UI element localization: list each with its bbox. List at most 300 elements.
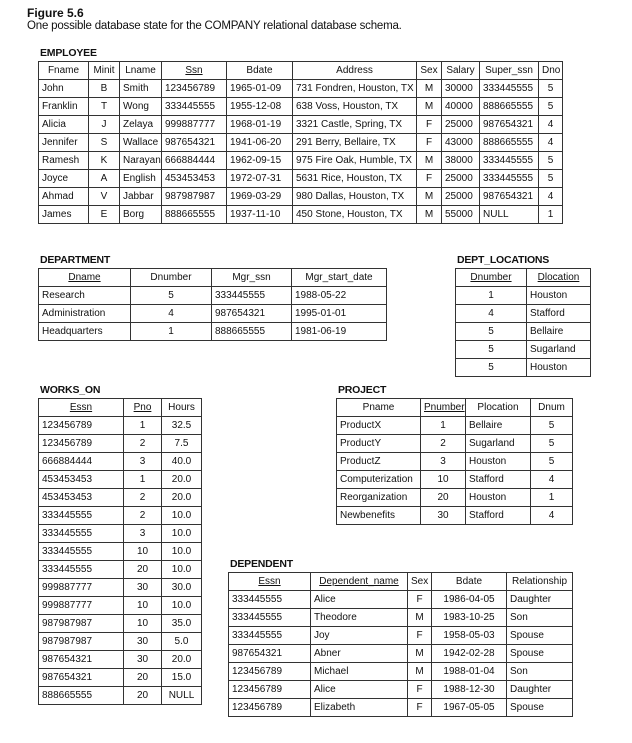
table-row (456, 341, 591, 359)
table-cell: Son (507, 609, 573, 627)
column-header (432, 573, 507, 591)
table-cell: Spouse (507, 645, 573, 663)
table-row (39, 170, 563, 188)
table-cell: F (417, 116, 442, 134)
works-on-header-row (39, 399, 202, 417)
column-header-label: Mgr_start_date (305, 272, 373, 283)
table-row (39, 525, 202, 543)
table-row (39, 669, 202, 687)
table-cell: 25000 (442, 170, 480, 188)
table-cell: 1965-01-09 (227, 80, 293, 98)
table-cell: 30.0 (162, 579, 202, 597)
table-cell: Newbenefits (337, 507, 421, 525)
column-header-label: Dlocation (537, 272, 580, 283)
column-header-label: Pnumber (424, 402, 465, 413)
table-cell: 450 Stone, Houston, TX (293, 206, 417, 224)
table-cell: 5 (539, 80, 563, 98)
table-row (39, 597, 202, 615)
table-cell: V (89, 188, 120, 206)
dependent-title: DEPENDENT (230, 558, 293, 570)
column-header (417, 62, 442, 80)
table-row (39, 287, 387, 305)
table-cell: 453453453 (162, 170, 227, 188)
table-cell: 30 (124, 633, 162, 651)
table-cell: A (89, 170, 120, 188)
table-cell: M (417, 152, 442, 170)
table-cell: 1937-11-10 (227, 206, 293, 224)
works-on-block (38, 382, 202, 705)
table-row (39, 651, 202, 669)
table-cell: Alice (311, 591, 408, 609)
column-header (162, 399, 202, 417)
table-cell: 1962-09-15 (227, 152, 293, 170)
table-cell: Headquarters (39, 323, 131, 341)
table-cell: 10.0 (162, 525, 202, 543)
dept-locations-block (455, 252, 591, 377)
column-header-label: Dname (68, 272, 101, 283)
table-cell: 1968-01-19 (227, 116, 293, 134)
works-on-table (38, 398, 202, 705)
table-cell: Joy (311, 627, 408, 645)
dept-locations-title: DEPT_LOCATIONS (457, 254, 550, 266)
column-header-label: Ssn (185, 65, 203, 76)
table-cell: Houston (527, 287, 591, 305)
table-cell: Smith (120, 80, 162, 98)
table-cell: 3 (421, 453, 466, 471)
column-header-label: Mgr_ssn (232, 272, 271, 283)
works-on-title: WORKS_ON (40, 384, 101, 396)
table-cell: 333445555 (229, 627, 311, 645)
table-cell: 10.0 (162, 543, 202, 561)
dependent-header-row (229, 573, 573, 591)
figure-label: Figure 5.6 (27, 6, 84, 20)
table-cell: 3 (124, 525, 162, 543)
table-row (39, 116, 563, 134)
table-cell: 333445555 (480, 152, 539, 170)
table-cell: 3 (124, 453, 162, 471)
table-cell: 987987987 (39, 615, 124, 633)
table-cell: 888665555 (480, 98, 539, 116)
table-row (229, 699, 573, 717)
table-cell: 333445555 (229, 609, 311, 627)
table-cell: 4 (456, 305, 527, 323)
table-cell: M (417, 98, 442, 116)
column-header (229, 573, 311, 591)
table-cell: 7.5 (162, 435, 202, 453)
table-cell: Spouse (507, 627, 573, 645)
department-title: DEPARTMENT (40, 254, 111, 266)
table-cell: 123456789 (229, 699, 311, 717)
table-cell: Ramesh (39, 152, 89, 170)
table-cell: 2 (124, 489, 162, 507)
table-cell: 1942-02-28 (432, 645, 507, 663)
table-cell: Daughter (507, 681, 573, 699)
table-cell: 4 (539, 134, 563, 152)
table-row (229, 627, 573, 645)
table-cell: 987987987 (39, 633, 124, 651)
table-cell: 5 (456, 323, 527, 341)
column-header (337, 399, 421, 417)
table-row (39, 188, 563, 206)
employee-title: EMPLOYEE (40, 47, 97, 59)
table-cell: 1 (421, 417, 466, 435)
table-cell: 1941-06-20 (227, 134, 293, 152)
table-cell: Administration (39, 305, 131, 323)
column-header (456, 269, 527, 287)
table-cell: Ahmad (39, 188, 89, 206)
department-table (38, 268, 387, 341)
column-header-label: Dnumber (150, 272, 192, 283)
dept-locations-table (455, 268, 591, 377)
table-cell: 20 (124, 687, 162, 705)
dept-locations-header-row (456, 269, 591, 287)
table-row (39, 453, 202, 471)
table-cell: 638 Voss, Houston, TX (293, 98, 417, 116)
table-cell: 987654321 (229, 645, 311, 663)
table-cell: James (39, 206, 89, 224)
table-cell: 10 (124, 615, 162, 633)
table-cell: 987654321 (480, 188, 539, 206)
table-cell: E (89, 206, 120, 224)
table-cell: Narayan (120, 152, 162, 170)
column-header (480, 62, 539, 80)
table-cell: 5 (531, 453, 573, 471)
table-cell: 1 (124, 471, 162, 489)
table-cell: 20.0 (162, 651, 202, 669)
table-cell: 987654321 (162, 134, 227, 152)
table-cell: 123456789 (229, 663, 311, 681)
table-cell: F (417, 170, 442, 188)
table-cell: NULL (480, 206, 539, 224)
table-cell: ProductX (337, 417, 421, 435)
table-cell: 1 (539, 206, 563, 224)
project-title: PROJECT (338, 384, 387, 396)
table-row (39, 435, 202, 453)
table-cell: 43000 (442, 134, 480, 152)
table-row (39, 323, 387, 341)
table-cell: 666884444 (39, 453, 124, 471)
table-cell: 5 (456, 359, 527, 377)
table-cell: 980 Dallas, Houston, TX (293, 188, 417, 206)
table-cell: Jabbar (120, 188, 162, 206)
table-row (39, 561, 202, 579)
column-header (466, 399, 531, 417)
table-cell: 888665555 (39, 687, 124, 705)
table-cell: 1969-03-29 (227, 188, 293, 206)
table-cell: Son (507, 663, 573, 681)
table-cell: 5 (531, 435, 573, 453)
table-cell: Computerization (337, 471, 421, 489)
table-cell: NULL (162, 687, 202, 705)
table-cell: 1967-05-05 (432, 699, 507, 717)
table-cell: 666884444 (162, 152, 227, 170)
table-cell: English (120, 170, 162, 188)
table-row (229, 591, 573, 609)
table-cell: 333445555 (212, 287, 292, 305)
table-cell: 333445555 (162, 98, 227, 116)
table-cell: 25000 (442, 188, 480, 206)
table-cell: 1995-01-01 (292, 305, 387, 323)
table-cell: 38000 (442, 152, 480, 170)
table-cell: Sugarland (527, 341, 591, 359)
table-cell: 20 (124, 669, 162, 687)
table-cell: 333445555 (39, 525, 124, 543)
project-table (336, 398, 573, 525)
table-cell: 4 (539, 116, 563, 134)
table-cell: 1988-01-04 (432, 663, 507, 681)
table-cell: 291 Berry, Bellaire, TX (293, 134, 417, 152)
table-cell: Alicia (39, 116, 89, 134)
table-cell: 5 (539, 152, 563, 170)
table-cell: 731 Fondren, Houston, TX (293, 80, 417, 98)
table-cell: Daughter (507, 591, 573, 609)
table-cell: Zelaya (120, 116, 162, 134)
column-header-label: Address (336, 65, 373, 76)
column-header (39, 269, 131, 287)
column-header-label: Fname (47, 65, 80, 76)
table-row (229, 645, 573, 663)
column-header-label: Super_ssn (485, 65, 533, 76)
column-header (212, 269, 292, 287)
table-cell: 1983-10-25 (432, 609, 507, 627)
table-cell: M (417, 206, 442, 224)
column-header (162, 62, 227, 80)
table-cell: 5 (539, 170, 563, 188)
table-cell: 2 (421, 435, 466, 453)
table-cell: 40.0 (162, 453, 202, 471)
table-cell: 975 Fire Oak, Humble, TX (293, 152, 417, 170)
table-cell: Spouse (507, 699, 573, 717)
table-cell: 333445555 (480, 80, 539, 98)
column-header-label: Minit (93, 65, 115, 76)
column-header (124, 399, 162, 417)
table-cell: 453453453 (39, 489, 124, 507)
table-cell: 1988-12-30 (432, 681, 507, 699)
table-cell: 10 (124, 543, 162, 561)
table-cell: 1955-12-08 (227, 98, 293, 116)
table-cell: J (89, 116, 120, 134)
table-cell: F (408, 627, 432, 645)
table-cell: 3321 Castle, Spring, TX (293, 116, 417, 134)
table-cell: 30000 (442, 80, 480, 98)
table-cell: Borg (120, 206, 162, 224)
column-header-label: Dno (542, 65, 561, 76)
table-cell: 1972-07-31 (227, 170, 293, 188)
table-row (456, 359, 591, 377)
table-row (229, 681, 573, 699)
table-cell: 10.0 (162, 597, 202, 615)
column-header (531, 399, 573, 417)
table-cell: 123456789 (229, 681, 311, 699)
table-cell: 987987987 (162, 188, 227, 206)
table-cell: Franklin (39, 98, 89, 116)
table-cell: 888665555 (212, 323, 292, 341)
table-cell: T (89, 98, 120, 116)
table-cell: 987654321 (39, 669, 124, 687)
table-row (39, 98, 563, 116)
table-cell: M (408, 645, 432, 663)
table-cell: F (408, 681, 432, 699)
table-cell: Research (39, 287, 131, 305)
table-cell: ProductY (337, 435, 421, 453)
table-cell: Jennifer (39, 134, 89, 152)
column-header-label: Sex (411, 576, 429, 587)
table-cell: 123456789 (39, 435, 124, 453)
table-cell: B (89, 80, 120, 98)
table-cell: 999887777 (162, 116, 227, 134)
column-header (39, 62, 89, 80)
table-cell: Bellaire (466, 417, 531, 435)
table-cell: 2 (124, 435, 162, 453)
table-cell: John (39, 80, 89, 98)
table-cell: M (408, 609, 432, 627)
table-cell: 987654321 (212, 305, 292, 323)
table-cell: 453453453 (39, 471, 124, 489)
table-cell: 15.0 (162, 669, 202, 687)
table-cell: 123456789 (162, 80, 227, 98)
column-header-label: Bdate (455, 576, 483, 587)
column-header-label: Pname (362, 402, 395, 413)
table-cell: Stafford (466, 507, 531, 525)
table-cell: 1 (124, 417, 162, 435)
table-cell: 333445555 (39, 543, 124, 561)
table-cell: 888665555 (162, 206, 227, 224)
table-row (39, 152, 563, 170)
table-cell: Bellaire (527, 323, 591, 341)
figure-caption: One possible database state for the COMPANY relational database schema. (27, 20, 402, 32)
table-cell: 1981-06-19 (292, 323, 387, 341)
table-cell: F (408, 699, 432, 717)
table-cell: 10 (421, 471, 466, 489)
column-header (120, 62, 162, 80)
table-cell: 30 (124, 651, 162, 669)
table-row (456, 305, 591, 323)
table-row (337, 471, 573, 489)
table-cell: 30 (124, 579, 162, 597)
table-cell: 1 (456, 287, 527, 305)
column-header-label: Bdate (246, 65, 273, 76)
column-header-label: Salary (446, 65, 475, 76)
table-cell: 5631 Rice, Houston, TX (293, 170, 417, 188)
column-header (292, 269, 387, 287)
table-row (39, 305, 387, 323)
table-cell: F (417, 134, 442, 152)
table-row (229, 609, 573, 627)
table-row (229, 663, 573, 681)
table-cell: Houston (466, 453, 531, 471)
table-cell: 5 (531, 417, 573, 435)
table-cell: 5 (456, 341, 527, 359)
table-cell: 987654321 (480, 116, 539, 134)
table-row (39, 615, 202, 633)
column-header (89, 62, 120, 80)
column-header (293, 62, 417, 80)
table-cell: 1988-05-22 (292, 287, 387, 305)
table-cell: 1 (131, 323, 212, 341)
table-cell: F (408, 591, 432, 609)
column-header-label: Dnumber (470, 272, 512, 283)
table-row (456, 287, 591, 305)
column-header-label: Hours (168, 402, 195, 413)
table-row (39, 489, 202, 507)
table-cell: Wong (120, 98, 162, 116)
table-cell: 333445555 (480, 170, 539, 188)
table-cell: 333445555 (39, 561, 124, 579)
table-cell: 25000 (442, 116, 480, 134)
table-cell: M (417, 188, 442, 206)
column-header (311, 573, 408, 591)
dependent-table (228, 572, 573, 717)
table-cell: Theodore (311, 609, 408, 627)
table-row (337, 417, 573, 435)
table-cell: Michael (311, 663, 408, 681)
department-block (38, 252, 387, 341)
department-header-row (39, 269, 387, 287)
table-row (39, 633, 202, 651)
table-cell: 888665555 (480, 134, 539, 152)
table-row (337, 435, 573, 453)
table-row (456, 323, 591, 341)
table-cell: 999887777 (39, 579, 124, 597)
employee-block (38, 45, 563, 224)
table-cell: 30 (421, 507, 466, 525)
table-cell: 20 (421, 489, 466, 507)
table-cell: ProductZ (337, 453, 421, 471)
table-cell: 4 (531, 471, 573, 489)
table-cell: Reorganization (337, 489, 421, 507)
table-cell: 10.0 (162, 561, 202, 579)
table-cell: M (408, 663, 432, 681)
table-row (39, 507, 202, 525)
table-cell: 5 (131, 287, 212, 305)
table-cell: Stafford (527, 305, 591, 323)
table-cell: 123456789 (39, 417, 124, 435)
table-cell: 333445555 (229, 591, 311, 609)
table-cell: 5.0 (162, 633, 202, 651)
table-cell: 35.0 (162, 615, 202, 633)
column-header (131, 269, 212, 287)
column-header-label: Essn (258, 576, 281, 587)
column-header (442, 62, 480, 80)
table-cell: 10 (124, 597, 162, 615)
project-block (336, 382, 573, 525)
table-cell: 1958-05-03 (432, 627, 507, 645)
column-header-label: Dependent_name (319, 576, 399, 587)
table-row (39, 417, 202, 435)
table-cell: Houston (466, 489, 531, 507)
table-cell: 32.5 (162, 417, 202, 435)
table-row (39, 134, 563, 152)
column-header-label: Pno (133, 402, 152, 413)
table-cell: 4 (539, 188, 563, 206)
table-cell: 4 (131, 305, 212, 323)
table-cell: Abner (311, 645, 408, 663)
table-cell: 10.0 (162, 507, 202, 525)
table-cell: 20 (124, 561, 162, 579)
table-row (39, 687, 202, 705)
table-cell: 40000 (442, 98, 480, 116)
table-row (39, 80, 563, 98)
table-cell: 987654321 (39, 651, 124, 669)
column-header (227, 62, 293, 80)
table-cell: 4 (531, 507, 573, 525)
table-cell: M (417, 80, 442, 98)
table-row (337, 507, 573, 525)
column-header (408, 573, 432, 591)
dependent-block (228, 556, 573, 717)
table-cell: 999887777 (39, 597, 124, 615)
project-header-row (337, 399, 573, 417)
